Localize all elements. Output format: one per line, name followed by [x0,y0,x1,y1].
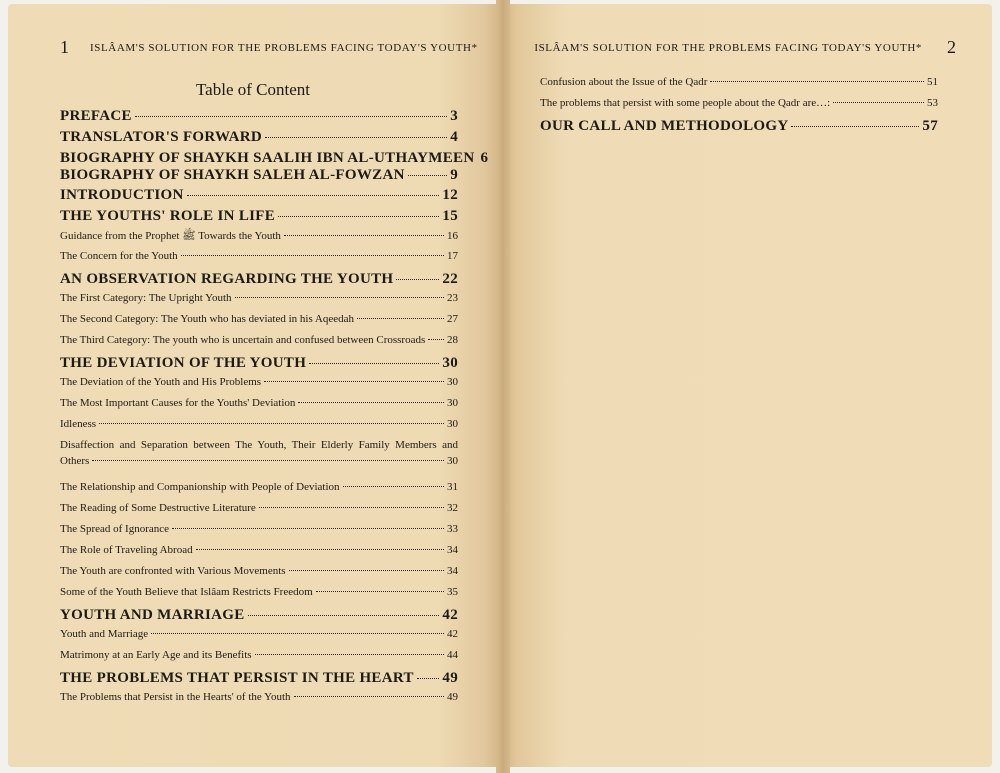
toc-entry[interactable] [60,439,458,481]
toc-entry-label: The Problems that Persist in the Hearts' of the Youth [60,691,291,703]
toc-page-number: 23 [447,292,458,304]
toc-entry-label: Confusion about the Issue of the Qadr [540,76,708,88]
toc-entry[interactable] [60,691,458,712]
toc-entry[interactable] [60,397,458,418]
page-number: 2 [947,37,956,57]
toc-entry[interactable] [60,250,458,271]
toc-page-number: 3 [450,108,458,124]
toc-entry-label: The Deviation of the Youth and His Problems [60,376,262,388]
dot-leader [196,549,444,550]
toc-list [540,76,938,139]
dot-leader [357,318,444,319]
dot-leader [265,137,447,138]
toc-entry-label: The Reading of Some Destructive Literature [60,502,256,514]
toc-entry-label: YOUTH AND MARRIAGE [60,607,245,623]
toc-entry-label: The Youth are confronted with Various Movements [60,565,286,577]
toc-entry-label: TRANSLATOR'S FORWARD [60,129,263,145]
toc-page-number: 27 [447,313,458,325]
toc-page-number: 30 [447,376,458,388]
toc-entry[interactable] [60,544,458,565]
toc-entry[interactable] [540,97,938,118]
toc-entry[interactable] [60,628,458,649]
toc-page-number: 33 [447,523,458,535]
dot-leader [135,116,447,117]
toc-page-number: 6 [480,150,489,166]
dot-leader [791,126,919,127]
toc-page-number: 57 [922,118,938,134]
toc-entry[interactable] [60,355,458,376]
dot-leader [316,591,444,592]
toc-page-number: 16 [447,230,458,242]
toc-entry-label: Guidance from the Prophet ﷺ Towards the Youth [60,230,281,242]
dot-leader [408,175,447,176]
toc-entry[interactable] [60,481,458,502]
dot-leader [172,528,444,529]
toc-page-number: 35 [447,586,458,598]
toc-page-number: 44 [447,649,458,661]
toc-entry-label: The Relationship and Companionship with People of Deviation [60,481,340,493]
dot-leader [833,102,924,103]
dot-leader [284,235,444,236]
toc-entry-label: The problems that persist with some people about the Qadr are…: [540,97,831,109]
toc-entry-label: The Role of Traveling Abroad [60,544,193,556]
toc-entry-label: PREFACE [60,108,132,124]
toc-page-number: 42 [442,607,458,623]
dot-leader [235,297,444,298]
dot-leader [264,381,444,382]
toc-entry[interactable] [60,187,458,208]
dot-leader [259,507,444,508]
dot-leader [289,570,444,571]
dot-leader [99,423,444,424]
toc-entry-label: BIOGRAPHY OF SHAYKH SAALIH IBN AL-UTHAYMEEN [60,150,475,166]
toc-entry[interactable] [60,670,458,691]
toc-entry-label: The Third Category: The youth who is uncertain and confused between Crossroads [60,334,426,346]
toc-page-number: 42 [447,628,458,640]
toc-page-number: 9 [450,167,458,183]
dot-leader [298,402,444,403]
toc-title: Table of Content [195,80,310,99]
toc-list [60,108,489,712]
toc-entry-label: INTRODUCTION [60,187,184,203]
dot-leader [187,195,440,196]
toc-entry-label: Matrimony at an Early Age and its Benefits [60,649,252,661]
toc-page-number: 4 [450,129,458,145]
dot-leader [417,678,440,679]
toc-entry-label: Idleness [60,418,97,430]
toc-page-number: 34 [447,544,458,556]
toc-entry-label: Others [60,455,90,467]
toc-entry[interactable] [60,229,458,250]
toc-page-number: 49 [442,670,458,686]
toc-page-number: 30 [447,418,458,430]
dot-leader [343,486,444,487]
toc-entry-label: Some of the Youth Believe that Islâam Restricts Freedom [60,586,313,598]
toc-page-number: 32 [447,502,458,514]
toc-page-number: 22 [442,271,458,287]
toc-page-number: 31 [447,481,458,493]
toc-entry-line [60,455,458,467]
toc-entry-label: Youth and Marriage [60,628,149,640]
dot-leader [255,654,444,655]
dot-leader [151,633,444,634]
running-head: ISLÂAM'S SOLUTION FOR THE PROBLEMS FACING TODAY'S YOUTH* [534,42,922,54]
dot-leader [710,81,924,82]
toc-entry[interactable] [60,565,458,586]
dot-leader [396,279,439,280]
toc-entry[interactable] [60,334,458,355]
toc-entry-label: The Second Category: The Youth who has deviated in his Aqeedah [60,313,354,325]
dot-leader [92,460,444,461]
toc-entry-label: THE PROBLEMS THAT PERSIST IN THE HEART [60,670,414,686]
toc-entry-label: THE DEVIATION OF THE YOUTH [60,355,307,371]
book-gutter [496,0,510,773]
running-head: ISLÂAM'S SOLUTION FOR THE PROBLEMS FACING TODAY'S YOUTH* [90,42,478,54]
toc-entry[interactable] [60,208,458,229]
page-number: 1 [60,37,69,57]
toc-entry-label: The First Category: The Upright Youth [60,292,232,304]
left-page [8,4,498,767]
toc-page-number: 34 [447,565,458,577]
dot-leader [309,363,439,364]
toc-page-number: 49 [447,691,458,703]
toc-entry-label: The Most Important Causes for the Youths' Deviation [60,397,296,409]
toc-entry-label: AN OBSERVATION REGARDING THE YOUTH [60,271,394,287]
toc-entry[interactable] [60,502,458,523]
dot-leader [278,216,439,217]
toc-entry[interactable] [60,129,458,150]
toc-entry[interactable] [60,586,458,607]
toc-page-number: 15 [442,208,458,224]
toc-entry[interactable] [60,607,458,628]
toc-entry-label: OUR CALL AND METHODOLOGY [540,118,789,134]
toc-entry-label: THE YOUTHS' ROLE IN LIFE [60,208,276,224]
toc-page-number: 30 [447,455,458,467]
toc-entry[interactable] [60,271,458,292]
toc-entry[interactable] [60,167,458,187]
toc-entry-label: The Spread of Ignorance [60,523,170,535]
toc-entry[interactable] [60,313,458,334]
toc-entry-label: BIOGRAPHY OF SHAYKH SALEH AL-FOWZAN [60,167,405,183]
toc-entry[interactable] [60,108,458,129]
toc-entry-label: Disaffection and Separation between The Youth, Their Elderly Family Members and [60,439,458,451]
toc-page-number: 53 [927,97,938,109]
toc-page-number: 30 [442,355,458,371]
toc-page-number: 51 [927,76,938,88]
toc-page-number: 28 [447,334,458,346]
toc-entry[interactable] [60,292,458,313]
toc-entry[interactable] [60,649,458,670]
toc-entry[interactable] [540,76,938,97]
toc-page-number: 17 [447,250,458,262]
toc-page-number: 12 [442,187,458,203]
toc-entry[interactable] [60,523,458,544]
toc-entry-label: The Concern for the Youth [60,250,178,262]
toc-entry[interactable] [60,418,458,439]
right-page [498,4,992,767]
toc-page-number: 30 [447,397,458,409]
dot-leader [248,615,440,616]
toc-entry[interactable] [60,376,458,397]
dot-leader [181,255,444,256]
toc-entry[interactable] [60,150,489,167]
toc-entry[interactable] [540,118,938,139]
dot-leader [294,696,444,697]
dot-leader [428,339,444,340]
